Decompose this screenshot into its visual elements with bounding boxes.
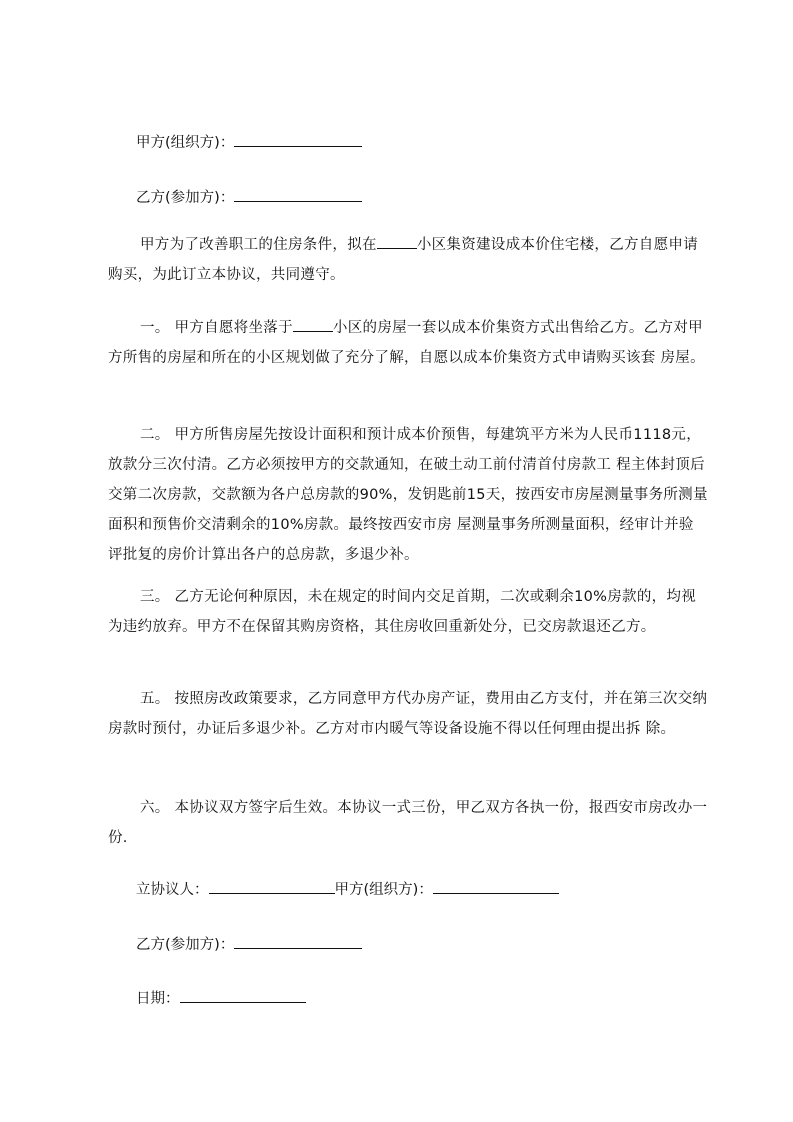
signature-party-a-blank[interactable]	[433, 879, 559, 894]
clause-1-rest: 小区的房屋一套以成本价集资方式出售给乙方。乙方对甲方所售的房屋和所在的小区规划做了充分了解，自愿以成本价集资方式申请购买该套 房屋。	[108, 320, 705, 366]
signatory-label: 立协议人：	[136, 882, 209, 898]
location-blank[interactable]	[293, 317, 333, 332]
signature-line	[136, 878, 559, 899]
party-a-blank[interactable]	[234, 132, 362, 147]
date-blank[interactable]	[180, 988, 306, 1003]
signature-party-b-blank[interactable]	[234, 934, 362, 949]
intro-rest-text: 小区集资建设成本价住宅楼，乙方自愿申请购买，为此订立本协议，共同遵守。	[108, 237, 699, 283]
clause-1	[108, 313, 708, 373]
signature-party-b-label: 乙方(参加方)：	[136, 937, 235, 953]
party-b-label: 乙方(参加方)：	[136, 190, 235, 206]
clause-6	[108, 793, 708, 853]
party-a-label: 甲方(组织方)：	[136, 135, 235, 151]
clause-3	[108, 582, 708, 642]
clause-1-pre: 一。 甲方自愿将坐落于	[140, 320, 293, 336]
clause-5-text: 五。 按照房改政策要求，乙方同意甲方代办房产证，费用由乙方支付，并在第三次交纳房款时预付，办证后多退少补。乙方对市内暖气等设备设施不得以任何理由提出拆 除。	[108, 691, 708, 737]
date-label: 日期：	[136, 991, 180, 1007]
intro-paragraph	[108, 230, 708, 290]
clause-2-text: 二。 甲方所售房屋先按设计面积和预计成本价预售，每建筑平方米为人民币1118元，放款分三次付清。乙方必须按甲方的交款通知，在破土动工前付清首付房款工 程主体封顶后交第二次房款，交款额为各户总房款的90%，发钥匙前15天，按西安市房屋测量事务所测量面积和预售价交清剩余的10%房款。最终按西安市房 屋测量事务所测量面积，经审计并验评批复的房价计算出各户的总房款，多退少补。	[108, 427, 708, 563]
intro-text: 甲方为了改善职工的住房条件，拟在	[140, 237, 377, 253]
signature-party-a-label: 甲方(组织方)：	[334, 882, 433, 898]
date-line	[136, 987, 306, 1008]
signatory-blank[interactable]	[209, 879, 335, 894]
party-b-blank[interactable]	[234, 187, 362, 202]
party-b-line	[136, 186, 362, 207]
clause-2	[108, 420, 708, 570]
community-blank[interactable]	[377, 234, 417, 249]
clause-5	[108, 684, 708, 744]
clause-3-text: 三。 乙方无论何种原因，未在规定的时间内交足首期，二次或剩余10%房款的，均视为违约放弃。甲方不在保留其购房资格，其住房收回重新处分，已交房款退还乙方。	[108, 589, 697, 635]
signature-party-b-line	[136, 933, 362, 954]
party-a-line	[136, 131, 362, 152]
clause-6-text: 六。 本协议双方签字后生效。本协议一式三份，甲乙双方各执一份，报西安市房改办一份.	[108, 800, 708, 846]
